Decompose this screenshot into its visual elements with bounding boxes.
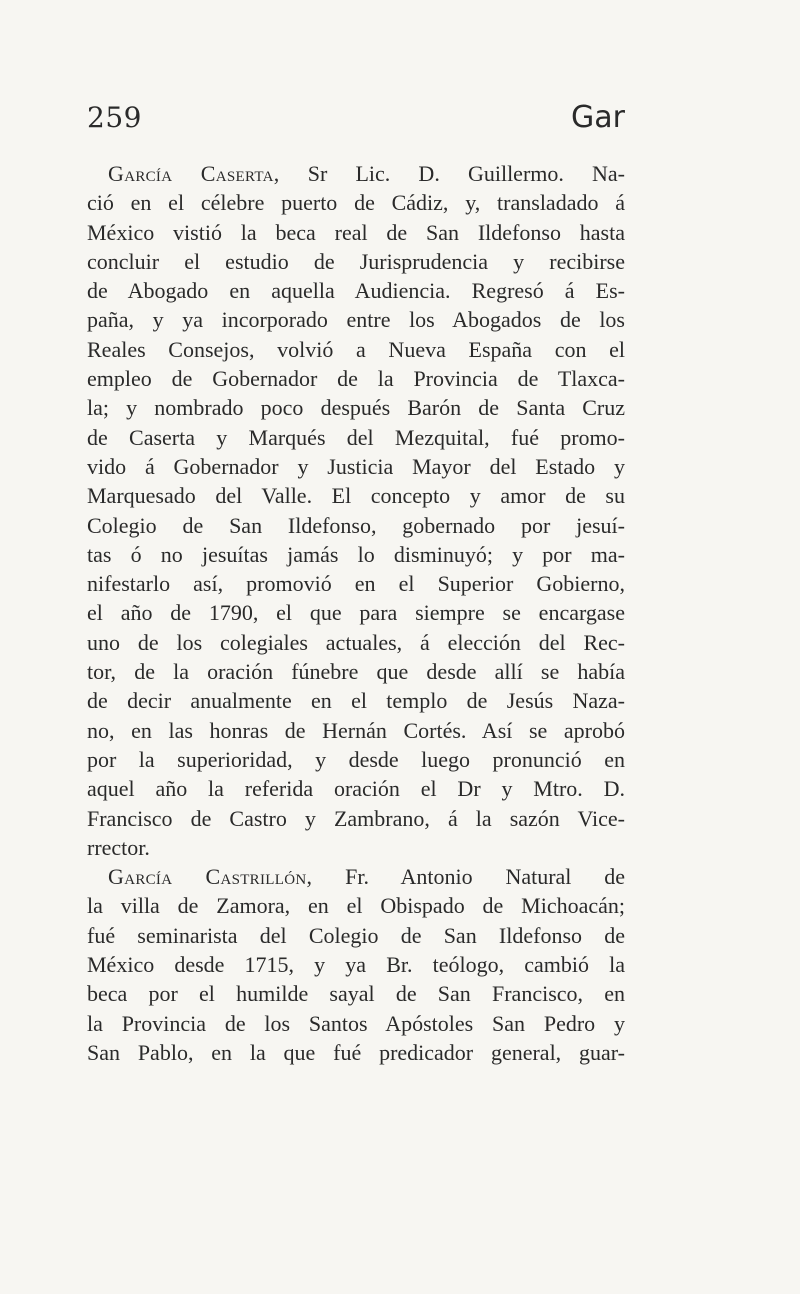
entry-line: tas ó no jesuítas jamás lo disminuyó; y por ma-: [87, 541, 625, 567]
entry-line: Reales Consejos, volvió a Nueva España con el: [87, 336, 625, 362]
entry-line: la Provincia de los Santos Apóstoles San Pedro y: [87, 1010, 625, 1036]
entry-line: Sr Lic. D. Guillermo. Na-: [279, 161, 626, 186]
entry-name: García Castrillón,: [108, 864, 313, 890]
entry-line: empleo de Gobernador de la Provincia de Tlaxca-: [87, 366, 625, 392]
entry-line: rrector.: [87, 834, 150, 860]
entry-line: la; y nombrado poco después Barón de Santa Cruz: [87, 395, 625, 421]
entry-line: nifestarlo así, promovió en el Superior Gobierno,: [87, 571, 625, 597]
entry-name: García Caserta,: [108, 161, 280, 186]
running-head: Gar: [571, 100, 625, 135]
entry-line: Colegio de San Ildefonso, gobernado por jesuí-: [87, 512, 625, 538]
entry-line: San Pablo, en la que fué predicador general, guar-: [87, 1039, 625, 1065]
entry-line: Fr. Antonio Natural de: [312, 864, 625, 890]
entry-line: vido á Gobernador y Justicia Mayor del Estado y: [87, 453, 625, 479]
body-text: [87, 159, 625, 1067]
entry-first-line: [87, 862, 625, 891]
entry-line: México vistió la beca real de San Ildefonso hasta: [87, 219, 625, 245]
entry-line: concluir el estudio de Jurisprudencia y recibirse: [87, 248, 625, 274]
entry-line: de Abogado en aquella Audiencia. Regresó á Es-: [87, 278, 625, 304]
entry-line: el año de 1790, el que para siempre se encargase: [87, 600, 625, 626]
entry-line: aquel año la referida oración el Dr y Mtro. D.: [87, 776, 625, 802]
entry-garcia-castrillon: [87, 862, 625, 1067]
entry-line: México desde 1715, y ya Br. teólogo, cambió la: [87, 952, 625, 978]
entry-line: ció en el célebre puerto de Cádiz, y, transladado á: [87, 190, 625, 216]
entry-line: Marquesado del Valle. El concepto y amor de su: [87, 483, 625, 509]
entry-line: beca por el humilde sayal de San Francisco, en: [87, 981, 625, 1007]
entry-line: tor, de la oración fúnebre que desde allí se había: [87, 659, 625, 685]
entry-first-line: [87, 159, 625, 188]
entry-line: de Caserta y Marqués del Mezquital, fué promo-: [87, 424, 625, 450]
entry-line: paña, y ya incorporado entre los Abogados de los: [87, 307, 625, 333]
entry-line: Francisco de Castro y Zambrano, á la sazón Vice-: [87, 805, 625, 831]
entry-line: uno de los colegiales actuales, á elección del Rec-: [87, 629, 625, 655]
entry-line: no, en las honras de Hernán Cortés. Así se aprobó: [87, 717, 625, 743]
entry-line: de decir anualmente en el templo de Jesús Naza-: [87, 688, 625, 714]
entry-garcia-caserta: [87, 159, 625, 862]
entry-line: fué seminarista del Colegio de San Ildefonso de: [87, 922, 625, 948]
page-header: [0, 96, 800, 140]
entry-line: la villa de Zamora, en el Obispado de Michoacán;: [87, 893, 625, 919]
page-number: 259: [87, 101, 142, 134]
entry-line: por la superioridad, y desde luego pronunció en: [87, 746, 625, 772]
